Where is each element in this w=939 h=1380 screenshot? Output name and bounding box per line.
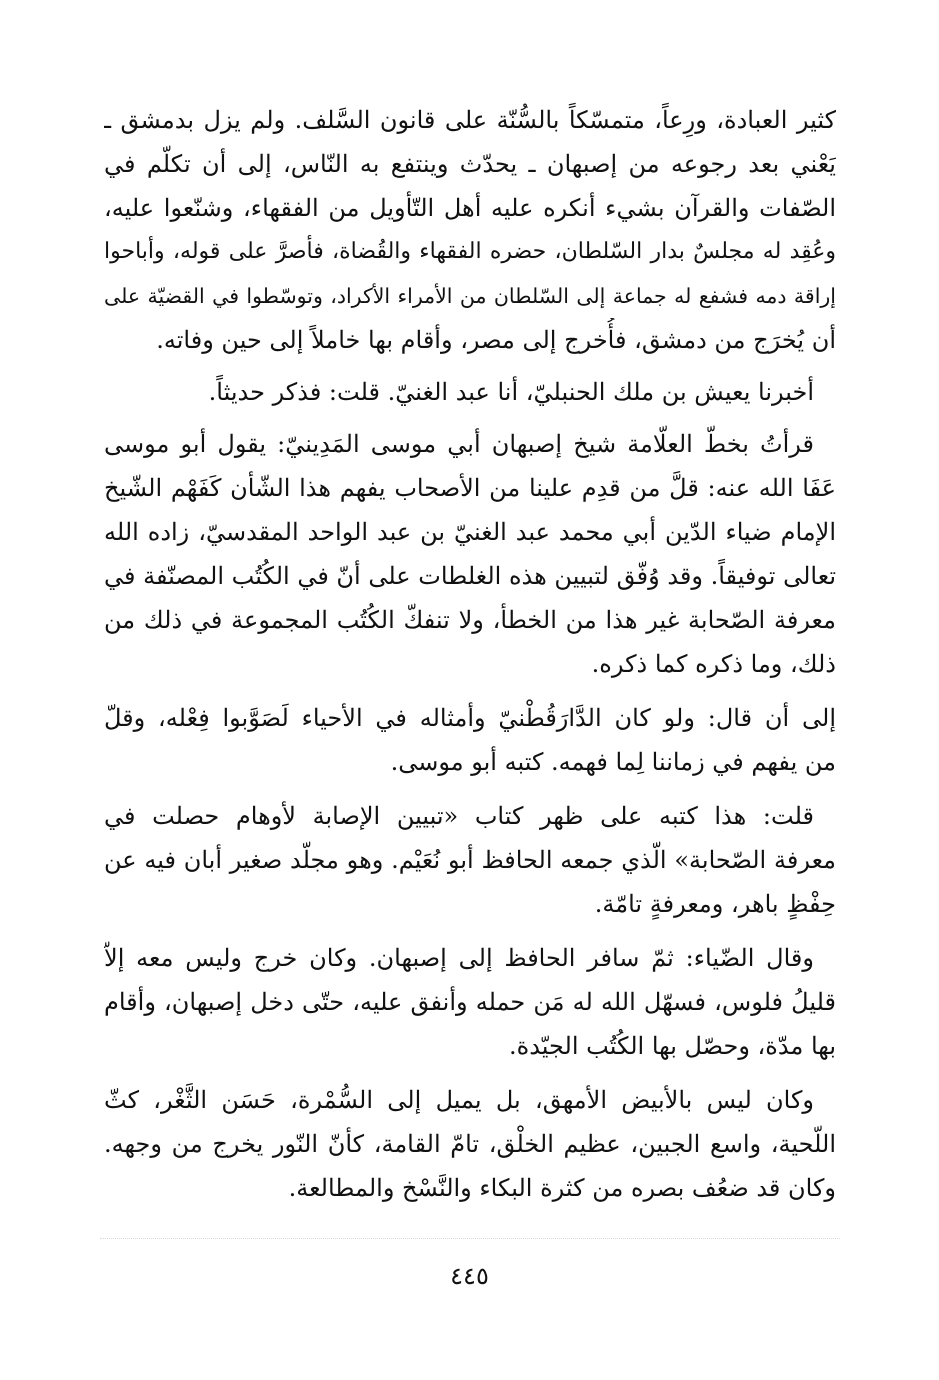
- text-line: معرفة الصّحابة» الّذي جمعه الحافظ أبو نُعَيْم. وهو مجلّد صغير أبان فيه عن: [104, 846, 836, 874]
- text-line: عَفَا الله عنه: قلَّ من قدِم علينا من الأصحاب يفهم هذا الشّأن كَفَهْم الشّيخ: [104, 474, 836, 502]
- text-line: وعُقِد له مجلسٌ بدار السّلطان، حضره الفقهاء والقُضاة، فأصرَّ على قوله، وأباحوا: [104, 239, 836, 264]
- text-line: قليلُ فلوس، فسهّل الله له مَن حمله وأنفق عليه، حتّى دخل إصبهان، وأقام: [104, 988, 836, 1016]
- text-line: يَعْني بعد رجوعه من إصبهان ـ يحدّث وينتفع به النّاس، إلى أن تكلّم في: [104, 150, 836, 178]
- text-line: وقال الضّياء: ثمّ سافر الحافظ إلى إصبهان. وكان خرج وليس معه إلاّ: [104, 944, 814, 972]
- text-line: أخبرنا يعيش بن ملك الحنبليّ، أنا عبد الغنيّ. قلت: فذكر حديثاً.: [208, 378, 814, 406]
- text-line: وكان ليس بالأبيض الأمهق، بل يميل إلى السُّمْرة، حَسَن الثَّغْر، كثّ: [104, 1086, 814, 1114]
- text-line: وكان قد ضعُف بصره من كثرة البكاء والنَّسْخ والمطالعة.: [288, 1174, 836, 1202]
- paragraph-4: [104, 696, 836, 784]
- text-line: إراقة دمه فشفع له جماعة إلى السّلطان من الأمراء الأكراد، وتوسّطوا في القضيّة على: [104, 284, 836, 308]
- text-line: كثير العبادة، ورِعاً، متمسّكاً بالسُّنّة على قانون السَّلف. ولم يزل بدمشق ـ: [104, 106, 836, 134]
- text-line: بها مدّة، وحصّل بها الكُتُب الجيّدة.: [509, 1032, 836, 1060]
- text-line: أن يُخرَج من دمشق، فأُخرج إلى مصر، وأقام بها خاملاً إلى حين وفاته.: [156, 326, 836, 354]
- page-number: ٤٤٥: [450, 1262, 489, 1290]
- paragraph-3: [104, 422, 836, 686]
- paragraph-2: [104, 370, 836, 414]
- text-line: تعالى توفيقاً. وقد وُفّق لتبيين هذه الغلطات على أنّ في الكُتُب المصنّفة في: [104, 562, 836, 590]
- paragraph-5: [104, 794, 836, 926]
- paragraph-1: [104, 98, 836, 362]
- page-body: [104, 98, 836, 1224]
- text-line: قرأتُ بخطّ العلّامة شيخ إصبهان أبي موسى المَدِينيّ: يقول أبو موسى: [104, 430, 814, 458]
- text-line: حِفْظٍ باهر، ومعرفةٍ تامّة.: [594, 890, 836, 918]
- text-line: اللّحية، واسع الجبين، عظيم الخلْق، تامّ القامة، كأنّ النّور يخرج من وجهه.: [104, 1130, 836, 1158]
- text-line: ذلك، وما ذكره كما ذكره.: [591, 650, 836, 678]
- text-line: الإمام ضياء الدّين أبي محمد عبد الغنيّ بن عبد الواحد المقدسيّ، زاده الله: [104, 518, 836, 546]
- text-line: قلت: هذا كتبه على ظهر كتاب «تبيين الإصابة لأوهام حصلت في: [104, 802, 814, 830]
- text-line: إلى أن قال: ولو كان الدَّارَقُطْنيّ وأمثاله في الأحياء لَصَوَّبوا فِعْله، وقلّ: [104, 704, 836, 732]
- text-line: من يفهم في زماننا لِما فهمه. كتبه أبو موسى.: [390, 748, 836, 776]
- text-line: الصّفات والقرآن بشيء أنكره عليه أهل التّأويل من الفقهاء، وشنّعوا عليه،: [104, 194, 836, 222]
- paragraph-6: [104, 936, 836, 1068]
- scan-artifact-line: [100, 1238, 840, 1240]
- paragraph-7: [104, 1078, 836, 1210]
- text-line: معرفة الصّحابة غير هذا من الخطأ، ولا تنفكّ الكُتُب المجموعة في ذلك من: [104, 606, 836, 634]
